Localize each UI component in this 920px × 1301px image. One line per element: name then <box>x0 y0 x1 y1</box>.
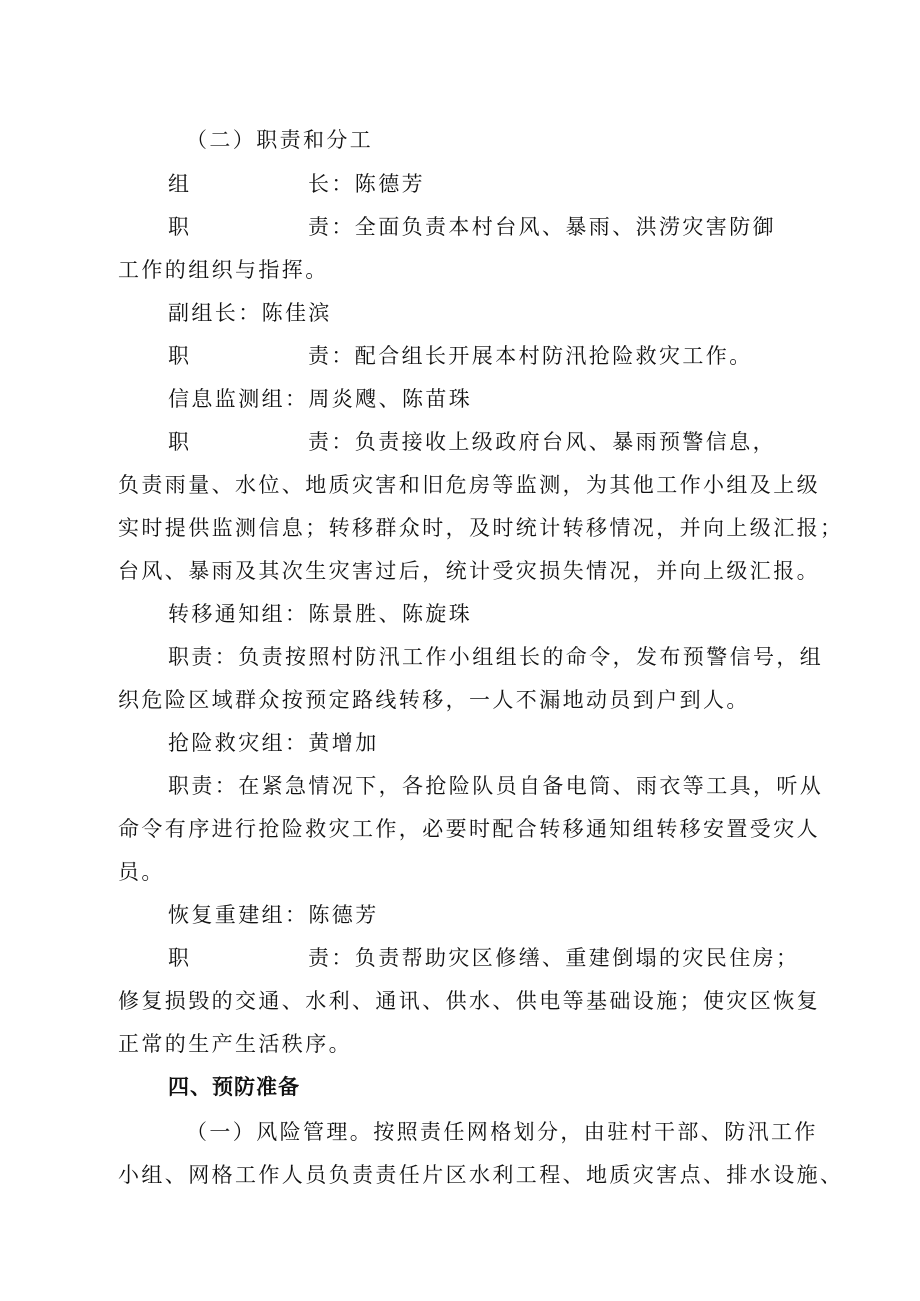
duty-label: 职 <box>168 430 192 454</box>
evacuation-group-line: 转移通知组：陈景胜、陈旋珠 <box>168 602 473 626</box>
rescue-group-line: 抢险救灾组：黄增加 <box>168 731 379 755</box>
duty-label: 职 <box>168 946 192 970</box>
rescue-duty-continuation-1: 命令有序进行抢险救灾工作，必要时配合转移通知组转移安置受灾人 <box>118 817 820 841</box>
monitoring-duty-line <box>0 427 920 457</box>
deputy-duty-line <box>0 341 920 371</box>
reconstruction-duty-continuation-2: 正常的生产生活秩序。 <box>118 1032 352 1056</box>
deputy-leader-line: 副组长：陈佳滨 <box>168 301 332 325</box>
section-heading-responsibilities: （二）职责和分工 <box>186 128 374 152</box>
leader-duty-continuation: 工作的组织与指挥。 <box>118 258 329 282</box>
leader-duty-text: 责：全面负责本村台风、暴雨、洪涝灾害防御 <box>308 215 776 239</box>
leader-line <box>0 169 920 199</box>
reconstruction-duty-continuation-1: 修复损毁的交通、水利、通讯、供水、供电等基础设施；使灾区恢复 <box>118 989 820 1013</box>
leader-label-rest: 长：陈德芳 <box>308 172 425 196</box>
section-heading-prevention: 四、预防准备 <box>168 1075 300 1099</box>
rescue-duty-line: 职责：在紧急情况下，各抢险队员自备电筒、雨衣等工具，听从 <box>168 774 824 798</box>
leader-duty-line <box>0 212 920 242</box>
deputy-duty-text: 责：配合组长开展本村防汛抢险救灾工作。 <box>308 344 753 368</box>
risk-management-paragraph: （一）风险管理。按照责任网格划分，由驻村干部、防汛工作 <box>186 1120 818 1144</box>
duty-label: 职 <box>168 344 192 368</box>
reconstruction-duty-text: 责：负责帮助灾区修缮、重建倒塌的灾民住房； <box>308 946 800 970</box>
duty-label: 职 <box>168 215 192 239</box>
monitoring-duty-text: 责：负责接收上级政府台风、暴雨预警信息， <box>308 430 776 454</box>
monitoring-duty-continuation-2: 实时提供监测信息；转移群众时，及时统计转移情况，并向上级汇报； <box>118 516 844 540</box>
rescue-duty-continuation-2: 员。 <box>118 860 165 884</box>
reconstruction-group-line: 恢复重建组：陈德芳 <box>168 903 379 927</box>
evacuation-duty-line: 职责：负责按照村防汛工作小组组长的命令，发布预警信号，组 <box>168 645 824 669</box>
monitoring-duty-continuation-1: 负责雨量、水位、地质灾害和旧危房等监测，为其他工作小组及上级 <box>118 473 820 497</box>
monitoring-group-line: 信息监测组：周炎飕、陈苗珠 <box>168 387 473 411</box>
leader-label-start: 组 <box>168 172 192 196</box>
monitoring-duty-continuation-3: 台风、暴雨及其次生灾害过后，统计受灾损失情况，并向上级汇报。 <box>118 559 820 583</box>
reconstruction-duty-line <box>0 943 920 973</box>
evacuation-duty-continuation: 织危险区域群众按预定路线转移，一人不漏地动员到户到人。 <box>118 688 750 712</box>
risk-management-continuation: 小组、网格工作人员负责责任片区水利工程、地质灾害点、排水设施、 <box>118 1163 844 1187</box>
